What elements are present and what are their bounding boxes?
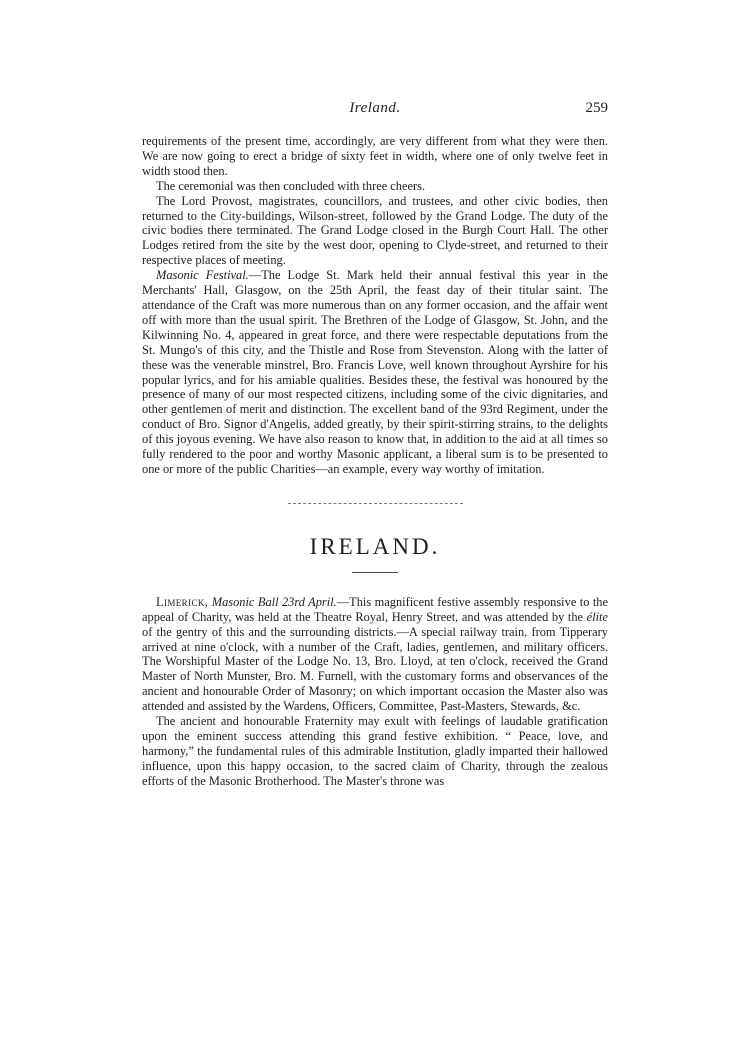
limerick-paragraph: [142, 595, 608, 714]
festival-body: —The Lodge St. Mark held their annual festival this year in the Merchants' Hall, Glasgow, on the 25th April, the feast day of their titular saint. The attendance of the Craft was more numerous than on any former occasion, and the affair went off with more than the usual spirit. The Brethren of the Lodge of Glasgow, St. John, and the Kilwinning No. 4, appeared in great force, and there were respectable deputations from the St. Mungo's of this city, and the Thistle and Rose from Stevenston. Along with the latter of these was the venerable minstrel, Bro. Francis Love, well known throughout Ayrshire for his popular lyrics, and for his amiable qualities. Besides these, the festival was honoured by the presence of many of our most respected citizens, including some of the civic dignitaries, and other gentlemen of merit and distinction. The excellent band of the 93rd Regiment, under the conduct of Bro. Signor d'Angelis, added greatly, by their spirit-stirring strains, to the delights of this joyous evening. We have also reason to know that, in addition to the aid at all times so fully rendered to the poor and worthy Masonic applicant, a liberal sum is to be presented to one or more of the public Charities—an example, every way worthy of imitation.: [142, 268, 609, 476]
page-number: 259: [585, 100, 608, 116]
limerick-place: Limerick,: [156, 594, 209, 609]
ceremonial-paragraph: The ceremonial was then concluded with three cheers.: [156, 178, 426, 193]
limerick-body-start: —This magnificent festive assembly responsive to the appeal of Charity, was held at the Theatre Royal, Henry Street, and was attended by the: [142, 594, 609, 624]
section-divider: [288, 503, 463, 504]
elite-word: élite: [586, 609, 608, 624]
title-rule: [352, 572, 398, 573]
masonic-festival-paragraph: [142, 268, 608, 477]
civic-bodies-paragraph: The Lord Provost, magistrates, councillors, and trustees, and other civic bodies, then returned to the City-buildings, Wilson-street, followed by the Grand Lodge. The duty of the civic bodies there terminated. The Grand Lodge closed in the Burgh Court Hall. The other Lodges retired from the site by the west door, opening to Clyde-street, and returned to their respective places of meeting.: [142, 193, 608, 268]
limerick-body-end: of the gentry of this and the surrounding districts.—A special railway train, from Tipperary arrived at nine o'clock, with a number of the Craft, ladies, gentlemen, and military officers. The Worshipful Master of the Lodge No. 13, Bro. Lloyd, at ten o'clock, received the Grand Master of North Munster, Bro. M. Furnell, with the customary forms and observances of the ancient and honourable Order of Masonry; on which important occasion the Master also was attended and assisted by the Wardens, Officers, Committee, Past-Masters, Stewards, &c.: [142, 624, 608, 714]
fraternity-paragraph: The ancient and honourable Fraternity may exult with feelings of laudable gratification upon the eminent success attending this grand festive exhibition. “ Peace, love, and harmony,” the fundamental rules of this admirable Institution, gladly imparted their hallowed influence, upon this happy occasion, to the sacred claim of Charity, through the zealous efforts of the Masonic Brotherhood. The Master's throne was: [142, 714, 608, 788]
running-title: Ireland.: [349, 100, 401, 116]
festival-heading: Masonic Festival.: [156, 268, 249, 283]
limerick-heading: Masonic Ball 23rd April.: [211, 594, 337, 609]
continued-paragraph: requirements of the present time, accordingly, are very different from what they were then. We are now going to erect a bridge of sixty feet in width, where one of only twelve feet in width stood then.: [142, 134, 608, 178]
book-page: [142, 100, 608, 789]
section-title-ireland: IRELAND.: [309, 533, 441, 559]
running-head: [142, 100, 608, 122]
